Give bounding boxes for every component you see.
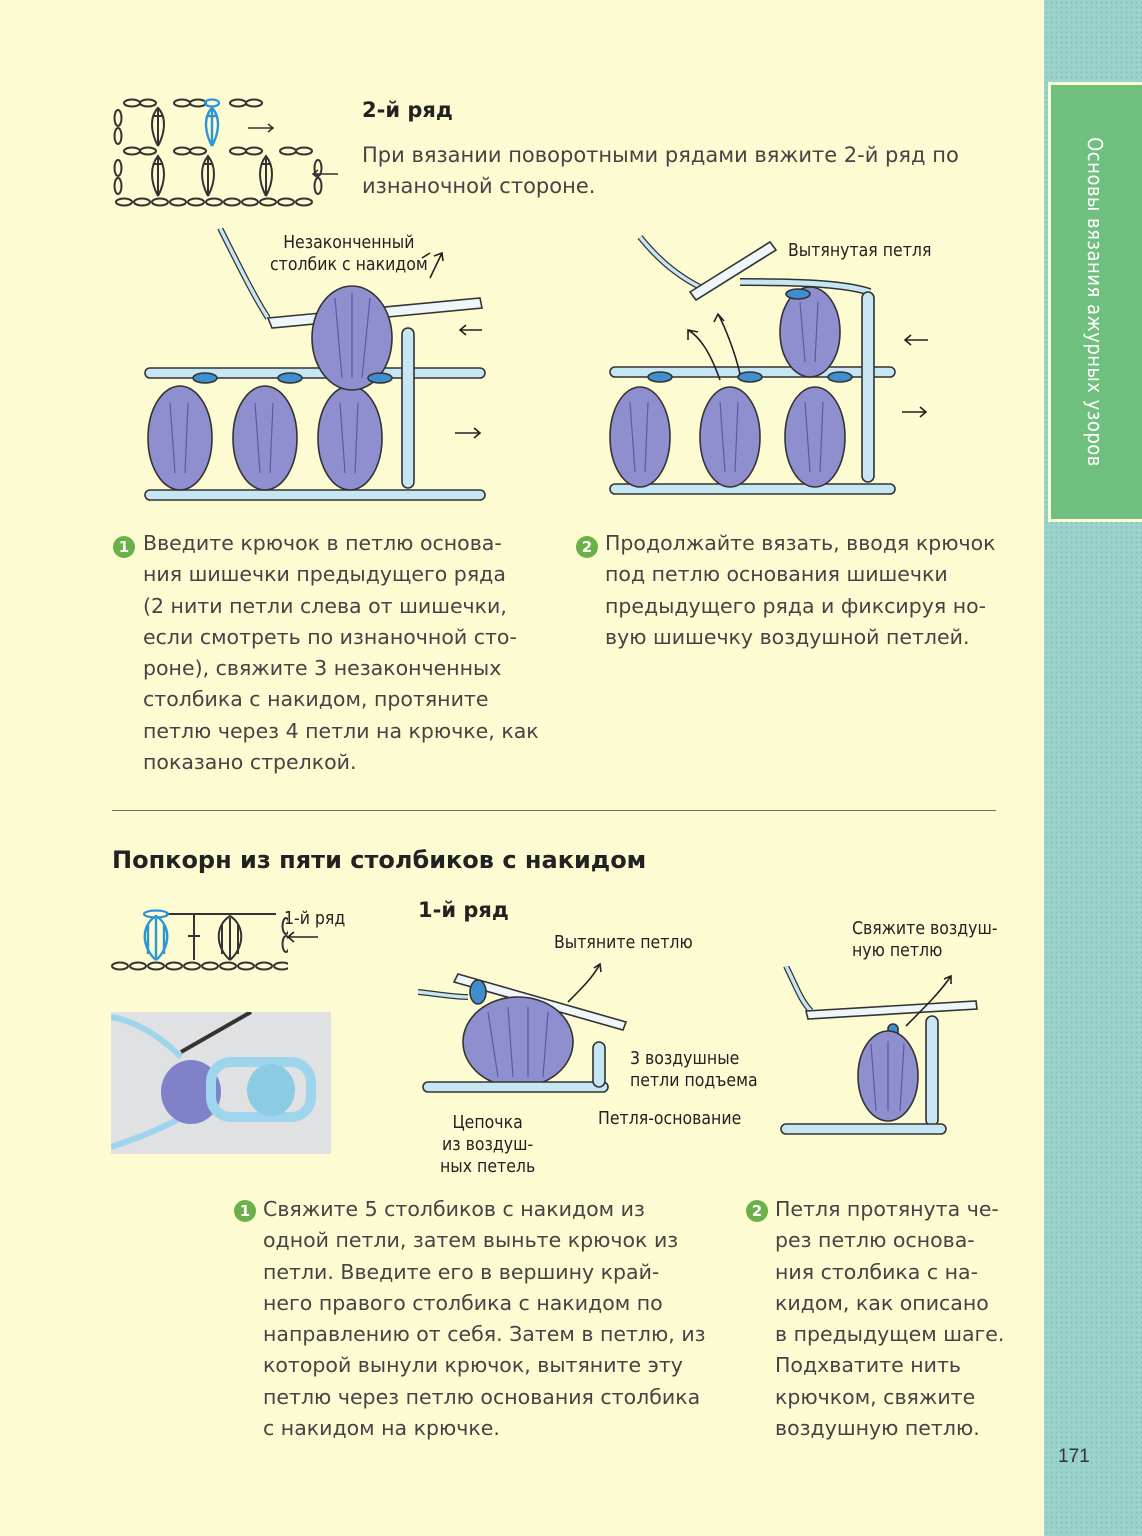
step2-instructions: Продолжайте вязать, вводя крючок под петлю основания шишечки предыдущего ряда и фиксируя но- вую шишечку воздушной петлей. [605,531,996,649]
step1-instructions: Введите крючок в петлю основа- ния шишечки предыдущего ряда (2 нити петли слева от шишечки, если смотреть по изнаночной сто- роне), свяжите 3 незаконченных столбика с накидом, протяните петлю через 4 петли на крючке, как показано стрелкой. [143,531,539,775]
popcorn-symbol-chart [108,908,288,976]
row2-symbol-chart [108,96,348,212]
figure-popcorn-step1 [418,962,648,1102]
label-chain: Цепочка из воздуш- ных петель [440,1113,536,1177]
arrow-up-icon [568,964,601,1002]
arrow-left-icon [284,930,324,944]
section-title-popcorn: Попкорн из пяти столбиков с накидом [112,846,647,874]
row2-description: При вязании поворотными рядами вяжите 2-й ряд по изнаночной стороне. [362,143,959,198]
arrow-left-icon [905,335,928,345]
popcorn-step1-instructions: Свяжите 5 столбиков с накидом из одной петли, затем выньте крючок из петли. Введите его в вершину край- него правого столбика с накидом по направлению от себя. Затем в петлю, из которой вынули крючок, вытяните эту петлю через петлю основания столбика с накидом на крючке. [263,1197,706,1441]
step-number-badge: 1 [113,536,135,558]
figure-popcorn-step2 [776,966,996,1146]
highlighted-popcorn [145,916,168,960]
step-title-row1: 1-й ряд [418,898,509,922]
section-divider [112,810,996,811]
step-number-badge: 2 [576,536,598,558]
page-number: 171 [1058,1446,1090,1467]
step-number-badge: 1 [234,1200,256,1222]
arrow-left-icon [313,170,338,178]
highlighted-bobble [206,108,218,146]
popcorn-photo [111,1012,331,1154]
label-make-chain: Свяжите воздуш- ную петлю [852,919,998,961]
step-title-row2: 2-й ряд [362,98,453,122]
arrow-right-icon [902,407,926,417]
label-pull-loop: Вытяните петлю [554,933,693,953]
label-unfinished-stitch: Незаконченный столбик с накидом [270,233,428,275]
arrow-up-icon [430,253,443,278]
top-chain [124,100,262,107]
arrow-right-icon [455,428,480,438]
arrow-right-icon [248,124,273,132]
label-base-loop: Петля-основание [598,1109,742,1129]
figure-row2-step2 [600,232,940,502]
sidebar-title: Основы вязания ажурных узоров [1083,137,1107,467]
label-lifting-chains: 3 воздушные петли подъема [630,1049,758,1091]
popcorn-step2-instructions: Петля протянута че- рез петлю основа- ния столбика с на- кидом, как описано в предыдущем шаге. Подхватите нить крючком, свяжите воздушную петлю. [775,1197,1005,1441]
label-pulled-loop: Вытянутая петля [788,241,932,261]
arrow-left-icon [460,325,482,335]
chart-row-label: 1-й ряд [284,909,346,929]
step-number-badge: 2 [746,1200,768,1222]
